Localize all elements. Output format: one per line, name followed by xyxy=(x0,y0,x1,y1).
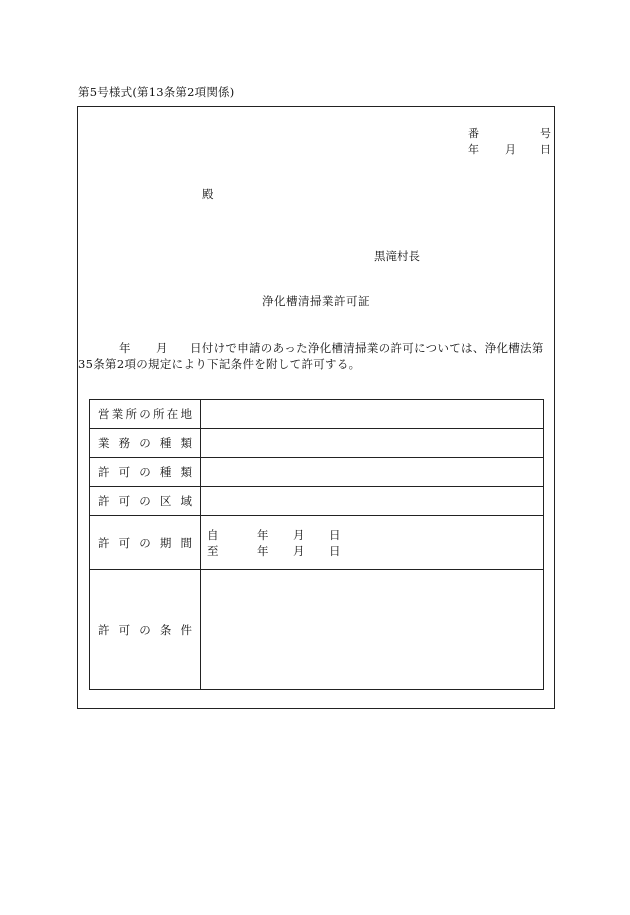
period-from-day: 日 xyxy=(329,527,341,542)
period-from-year: 年 xyxy=(257,527,269,542)
business-type-value[interactable] xyxy=(201,429,544,458)
row-label-permit-area: 許 可 の 区 域 xyxy=(90,487,201,516)
period-to-month: 月 xyxy=(293,543,305,558)
table-row xyxy=(90,400,544,429)
period-to-year: 年 xyxy=(257,543,269,558)
date-day-label: 日 xyxy=(540,143,551,156)
period-from-line xyxy=(207,527,543,543)
row-label-business-type: 業 務 の 種 類 xyxy=(90,429,201,458)
permit-type-value[interactable] xyxy=(201,458,544,487)
permit-period-value[interactable] xyxy=(201,516,544,570)
office-location-value[interactable] xyxy=(201,400,544,429)
issuer-name: 黒滝村長 xyxy=(374,249,420,263)
table-row xyxy=(90,516,544,570)
permit-conditions-value[interactable] xyxy=(201,570,544,690)
body-line2-text: 35条第2項の規定により下記条件を附して許可する。 xyxy=(78,357,361,371)
period-from-label: 自 xyxy=(207,527,219,542)
body-month-label: 月 xyxy=(156,341,168,355)
period-to-day: 日 xyxy=(329,543,341,558)
period-from-month: 月 xyxy=(293,527,305,542)
permit-area-value[interactable] xyxy=(201,487,544,516)
table-row xyxy=(90,458,544,487)
number-label-end: 号 xyxy=(540,127,551,140)
table-row xyxy=(90,429,544,458)
body-line1-text: 日付けで申請のあった浄化槽清掃業の許可については、浄化槽法第 xyxy=(190,341,544,355)
period-to-line xyxy=(207,543,543,559)
row-label-permit-type: 許 可 の 種 類 xyxy=(90,458,201,487)
table-row xyxy=(90,487,544,516)
permit-details-table xyxy=(89,399,544,690)
period-to-label: 至 xyxy=(207,543,219,558)
body-year-label: 年 xyxy=(119,341,131,355)
table-row xyxy=(90,570,544,690)
document-title: 浄化槽清掃業許可証 xyxy=(262,294,370,308)
row-label-permit-conditions: 許 可 の 条 件 xyxy=(90,570,201,690)
date-year-label: 年 xyxy=(468,143,479,156)
number-label-start: 番 xyxy=(468,127,479,140)
form-title: 第5号様式(第13条第2項関係) xyxy=(78,85,235,99)
date-month-label: 月 xyxy=(505,143,516,156)
row-label-office-location: 営 業 所 の 所 在 地 xyxy=(90,400,201,429)
row-label-permit-period: 許 可 の 期 間 xyxy=(90,516,201,570)
addressee-suffix: 殿 xyxy=(202,187,214,201)
